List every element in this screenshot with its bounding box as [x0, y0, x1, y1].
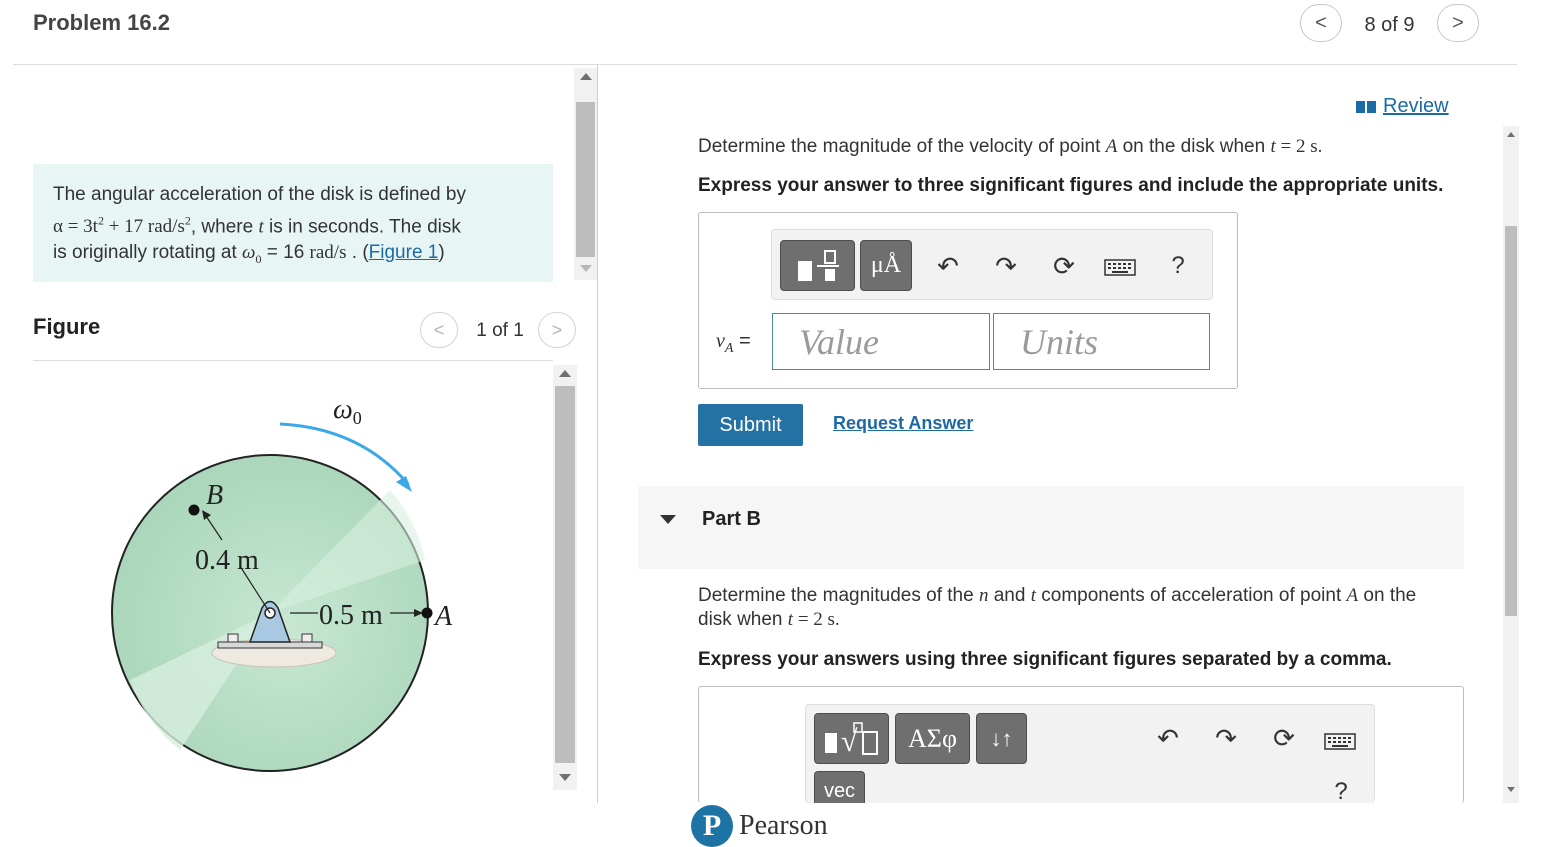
scroll-down-arrow[interactable] [580, 265, 592, 272]
chevron-right-icon: > [551, 319, 563, 340]
velocity-variable-label: $v_A$ = [716, 330, 751, 356]
sqrt-templates-button[interactable] [814, 713, 889, 764]
help-icon[interactable]: ? [1171, 252, 1185, 279]
collapse-caret-icon[interactable] [660, 515, 676, 524]
greek-symbols-button[interactable]: ΑΣφ [895, 713, 970, 764]
previous-problem-button[interactable] [1300, 4, 1342, 42]
templates-button[interactable] [780, 240, 855, 291]
part-b-header[interactable] [638, 486, 1464, 569]
svg-text:√: √ [840, 724, 857, 757]
main-scroll-up-arrow[interactable] [1507, 132, 1515, 137]
problem-counter: 8 of 9 [1364, 14, 1415, 36]
request-answer-link[interactable]: Request Answer [833, 413, 974, 433]
figure-scroll-thumb[interactable] [555, 386, 575, 763]
figure-counter: 1 of 1 [476, 320, 524, 341]
point-b-label: B [206, 480, 224, 511]
keyboard-icon[interactable] [1324, 731, 1356, 751]
reset-icon[interactable]: ⟳ [1053, 250, 1075, 281]
figure-heading: Figure [33, 314, 101, 339]
point-a [422, 608, 433, 619]
value-input[interactable]: Value [772, 313, 990, 370]
part-b-instruction: Express your answers using three significant figures separated by a comma. [698, 649, 1392, 670]
keyboard-icon[interactable] [1104, 257, 1136, 277]
chevron-left-icon: < [433, 319, 445, 340]
sqrt-template-icon [821, 721, 883, 757]
part-a-instruction: Express your answer to three significant figures and include the appropriate units. [698, 175, 1444, 196]
omega-symbol: $\omega_0$ [242, 242, 262, 267]
help-icon[interactable]: ? [1334, 778, 1348, 803]
main-scroll-thumb[interactable] [1505, 226, 1517, 616]
pearson-brand: Pearson [739, 810, 828, 841]
arrows-button[interactable]: ↓↑ [976, 713, 1027, 764]
problem-text: The angular acceleration of the disk is defined by [53, 184, 466, 205]
point-a-label: A [435, 601, 453, 632]
point-b [189, 505, 200, 516]
figure-scroll-up-arrow[interactable] [559, 370, 571, 377]
previous-figure-button[interactable] [420, 312, 458, 348]
chevron-right-icon: > [1452, 11, 1464, 34]
scroll-up-arrow[interactable] [580, 73, 592, 80]
omega-label: $\omega_0$ [333, 394, 362, 428]
part-a-question: Determine the magnitude of the velocity of point A on the disk when t = 2 s. [698, 136, 1323, 157]
vector-button[interactable]: vec [814, 771, 865, 803]
disk-figure [90, 380, 470, 780]
problem-scroll-thumb[interactable] [576, 102, 595, 257]
pearson-logo [691, 805, 828, 847]
next-problem-button[interactable] [1437, 4, 1479, 42]
review-label: Review [1383, 95, 1449, 117]
review-link[interactable] [1355, 95, 1449, 118]
reset-icon[interactable]: ⟳ [1273, 722, 1295, 753]
figure-scroll-down-arrow[interactable] [559, 774, 571, 781]
book-icon [1355, 100, 1377, 114]
chevron-left-icon: < [1315, 11, 1327, 34]
templates-icon [795, 247, 841, 285]
units-button[interactable]: μÅ [860, 240, 912, 291]
pearson-logo-icon: P [691, 805, 733, 847]
part-b-question: Determine the magnitudes of the n and t components of acceleration of point A on the disk when t = 2 s. [698, 585, 1417, 630]
radius-a-label: 0.5 m [319, 600, 383, 631]
alpha-equation: $\alpha = 3t^2 + 17$ rad/$s^2$ [53, 214, 191, 238]
redo-icon[interactable]: ↷ [1215, 722, 1237, 753]
figure-divider [33, 360, 553, 361]
next-figure-button[interactable] [538, 312, 576, 348]
undo-icon[interactable]: ↶ [1157, 722, 1179, 753]
redo-icon[interactable]: ↷ [995, 250, 1017, 281]
submit-button[interactable]: Submit [698, 404, 803, 446]
panel-divider [597, 65, 598, 803]
main-scroll-down-arrow[interactable] [1507, 787, 1515, 792]
undo-icon[interactable]: ↶ [937, 250, 959, 281]
part-b-label: Part B [702, 508, 761, 530]
figure-link[interactable]: Figure 1 [368, 242, 439, 264]
units-input[interactable]: Units [993, 313, 1210, 370]
problem-statement: The angular acceleration of the disk is defined by $\alpha = 3t^2 + 17$ rad/$s^2$, where t is in seconds. The disk is originally rotating at $\omega_0 = 16$ rad/s . (Figure 1) [33, 164, 553, 282]
radius-b-label: 0.4 m [195, 545, 259, 576]
header-divider [13, 64, 1517, 65]
page-title: Problem 16.2 [33, 10, 170, 35]
